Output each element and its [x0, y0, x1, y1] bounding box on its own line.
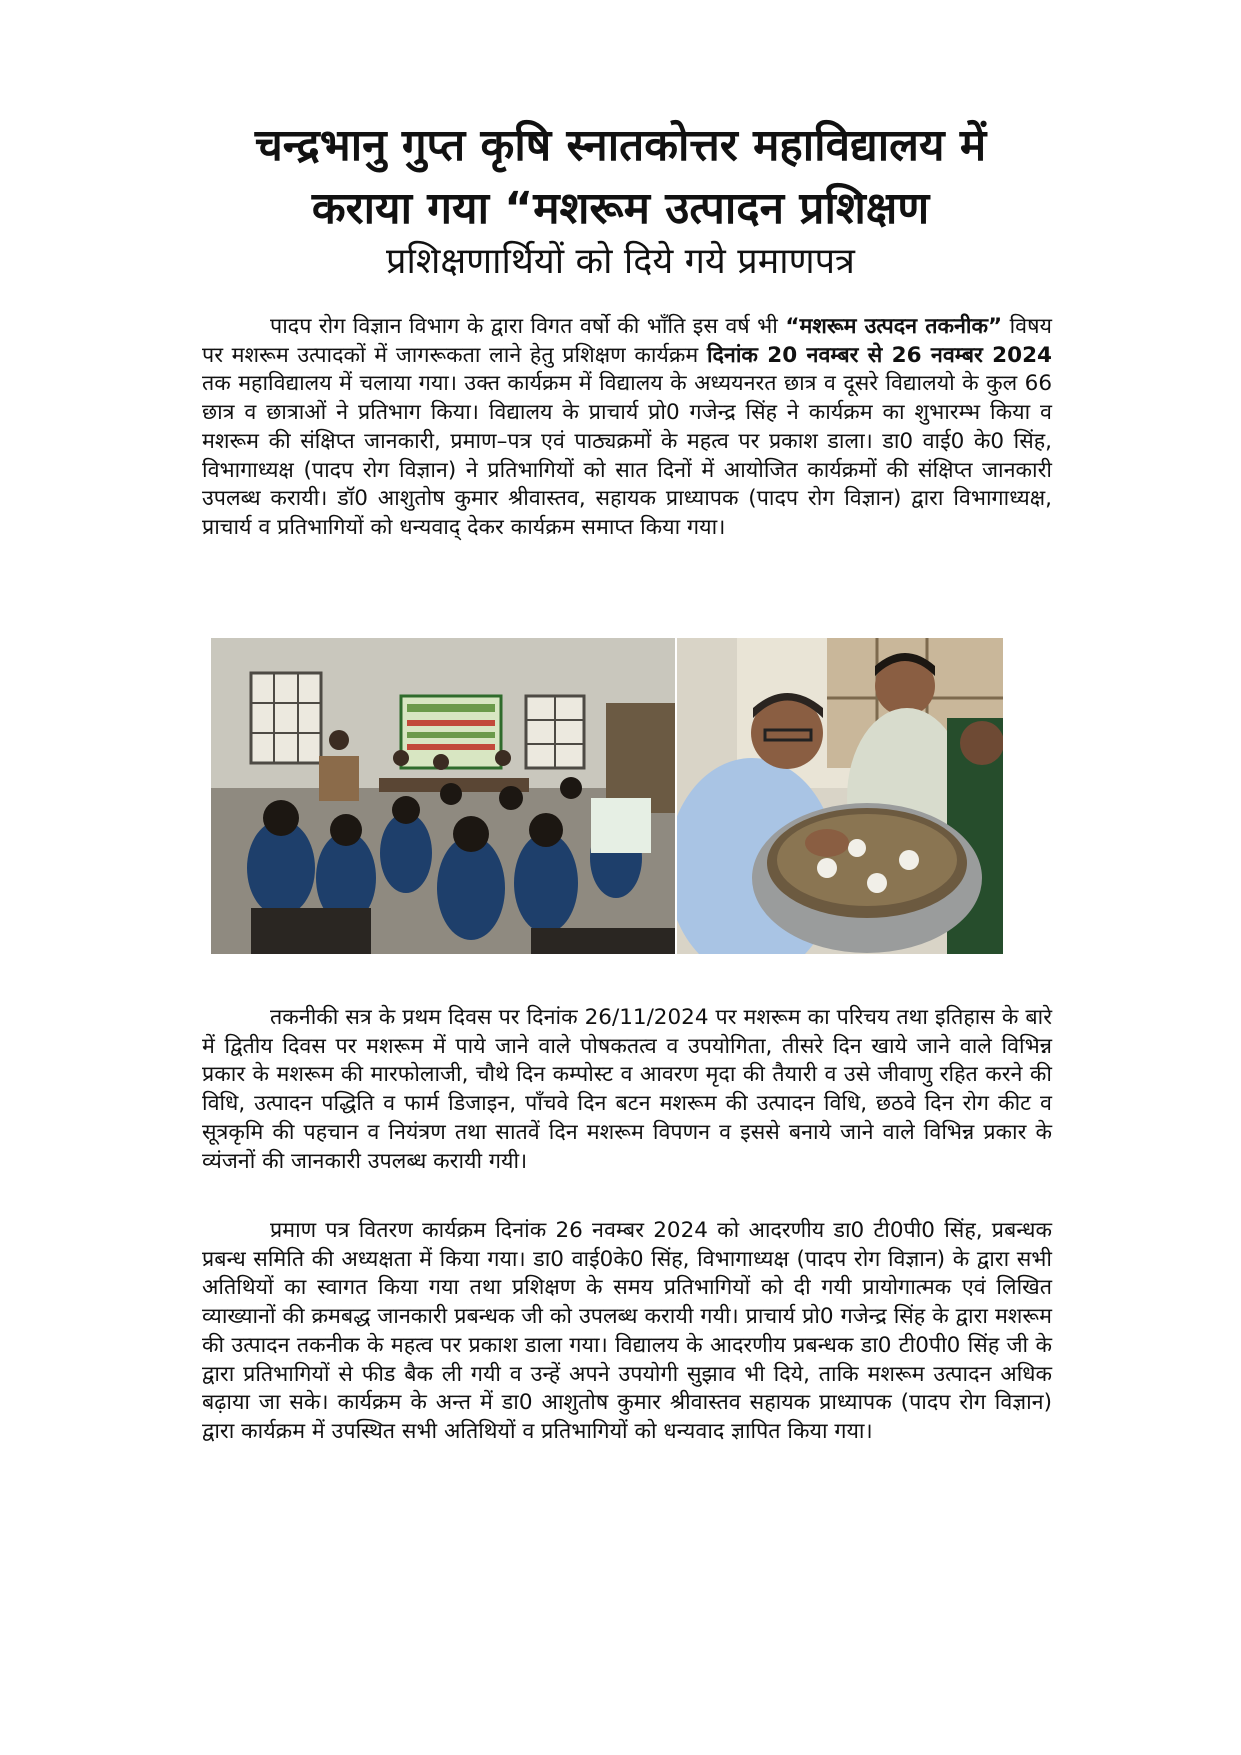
technical-session-paragraph: तकनीकी सत्र के प्रथम दिवस पर दिनांक 26/11/2024 पर मशरूम का परिचय तथा इतिहास के बारे में द्वितीय दिवस पर मशरूम में पाये जाने वाले पोषकतत्व व उपयोगिता, तीसरे दिन खाये जाने वाले विभिन्न प्रकार के मशरूम की मारफोलाजी, चौथे दिन कम्पोस्ट व आवरण मृदा की तैयारी व उसे जीवाणु रहित करने की विधि, उत्पादन पद्धिति व फार्म डिजाइन, पाँचवे दिन बटन मशरूम की उत्पादन विधि, छठवे दिन रोग कीट व सूत्रकृमि की पहचान व नियंत्रण तथा सातवें दिन मशरूम विपणन व इससे बनाये जाने वाले विभिन्न प्रकार के व्यंजनों की जानकारी उपलब्ध करायी गयी।	[202, 1005, 1052, 1174]
practical-demo-photo	[677, 638, 1003, 954]
intro-text-3: तक महाविद्यालय में चलाया गया। उक्त कार्यक्रम में विद्यालय के अध्ययनरत छात्र व दूसरे विद्यालयो के कुल 66 छात्र व छात्राओं ने प्रतिभाग किया। विद्यालय के प्राचार्य प्रो0 गजेन्द्र सिंह ने कार्यक्रम का शुभारम्भ किया व मशरूम की संक्षिप्त जानकारी, प्रमाण–पत्र एवं पाठ्यक्रमों के महत्व पर प्रकाश डाला। डा0 वाई0 के0 सिंह, विभागाध्यक्ष (पादप रोग विज्ञान) ने प्रतिभागियों को सात दिनों में आयोजित कार्यक्रमों की संक्षिप्त जानकारी उपलब्ध करायी। डॉ0 आशुतोष कुमार श्रीवास्तव, सहायक प्राध्यापक (पादप रोग विज्ञान) द्वारा विभागाध्यक्ष, प्राचार्य व प्रतिभागियों को धन्यवाद् देकर कार्यक्रम समाप्त किया गया।	[202, 371, 1052, 540]
intro-bold-dates: दिनांक 20 नवम्बर से 26 नवम्बर 2024	[706, 342, 1052, 368]
intro-text-2: विषय पर मशरूम उत्पादकों में जागरूकता लाने हेतु प्रशिक्षण कार्यक्रम	[202, 314, 1053, 368]
demo-photo-illustration	[677, 638, 1003, 954]
classroom-photo-illustration	[211, 638, 675, 954]
intro-bold-topic: “मशरूम उत्पदन तकनीक”	[785, 314, 1003, 339]
classroom-session-photo	[211, 638, 675, 954]
intro-text-1: पादप रोग विज्ञान विभाग के द्वारा विगत वर्षो की भाँति इस वर्ष भी	[270, 314, 786, 339]
headline-line-1: चन्द्रभानु गुप्त कृषि स्नातकोत्तर महाविद्यालय में	[254, 120, 987, 171]
intro-paragraph	[202, 313, 1052, 543]
headline-line-2: कराया गया “मशरूम उत्पादन प्रशिक्षण	[311, 183, 930, 234]
subheadline: प्रशिक्षणार्थियों को दिये गये प्रमाणपत्र	[386, 241, 855, 282]
certificate-distribution-paragraph: प्रमाण पत्र वितरण कार्यक्रम दिनांक 26 नवम्बर 2024 को आदरणीय डा0 टी0पी0 सिंह, प्रबन्धक प्रबन्ध समिति की अध्यक्षता में किया गया। डा0 वाई0के0 सिंह, विभागाध्यक्ष (पादप रोग विज्ञान) के द्वारा सभी अतिथियों का स्वागत किया गया तथा प्रशिक्षण के समय प्रतिभागियों को दी गयी प्रायोगात्मक एवं लिखित व्याख्यानों की क्रमबद्ध जानकारी प्रबन्धक जी को उपलब्ध करायी गयी। प्राचार्य प्रो0 गजेन्द्र सिंह के द्वारा मशरूम की उत्पादन तकनीक के महत्व पर प्रकाश डाला गया। विद्यालय के आदरणीय प्रबन्धक डा0 टी0पी0 सिंह जी के द्वारा प्रतिभागियों से फीड बैक ली गयी व उन्हें अपने उपयोगी सुझाव भी दिये, ताकि मशरूम उत्पादन अधिक बढ़ाया जा सके। कार्यक्रम के अन्त में डा0 आशुतोष कुमार श्रीवास्तव सहायक प्राध्यापक (पादप रोग विज्ञान) द्वारा कार्यक्रम में उपस्थित सभी अतिथियों व प्रतिभागियों को धन्यवाद ज्ञापित किया गया।	[202, 1218, 1052, 1444]
